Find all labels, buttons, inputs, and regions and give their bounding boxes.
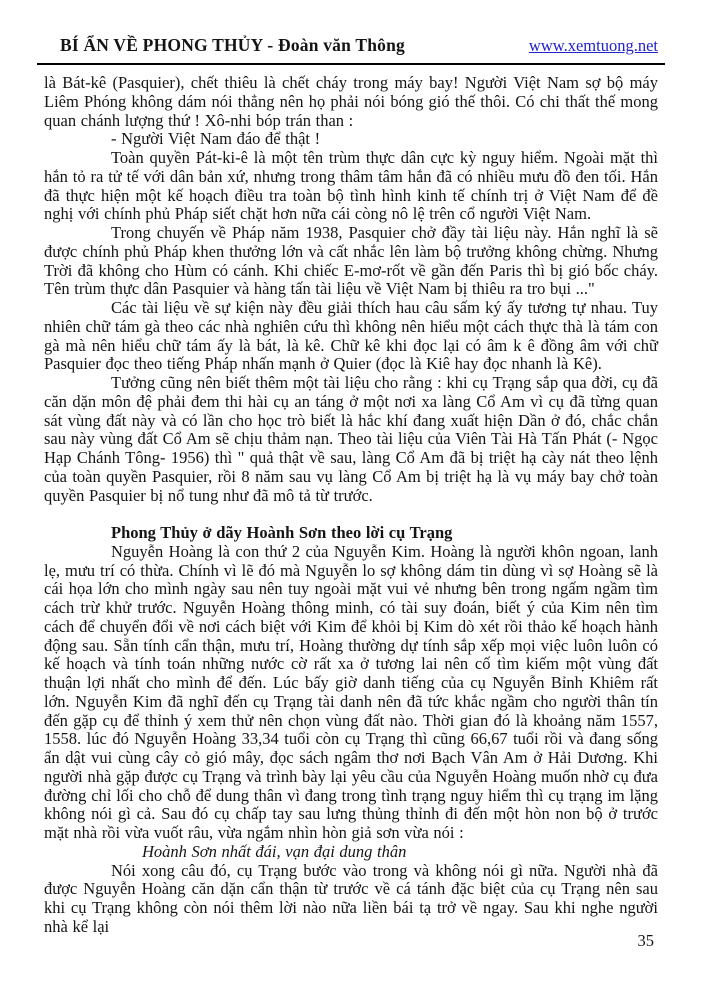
paragraph: Tưởng cũng nên biết thêm một tài liệu cho rằng : khi cụ Trạng sắp qua đời, cụ đã căn dặn môn đệ phải đem thi hài cụ an táng ở một nơi xa làng Cổ Am vì cụ đã từng quan sát vùng đất này và có lần cho học trò biết là hắc khí đang xuất hiện Dần ở đó, chắc chắn sau này vùng đất Cổ Am sẽ chịu thảm nạn. Theo tài liệu của Viên Tài Hà Tấn Phát (- Ngọc Hạp Chánh Tông- 1956) thì " quả thật về sau, làng Cổ Am đã bị triệt hạ cày nát theo lệnh của toàn quyền Pasquier, rồi 8 năm sau vụ làng Cổ Am bị triệt hạ là vụ máy bay chở toàn quyền Pasquier bị nổ tung như đã mô tả từ trước. [44, 373, 658, 505]
paragraph: Nói xong câu đó, cụ Trạng bước vào trong và không nói gì nữa. Người nhà đã được Nguyễn Hoàng căn dặn cẩn thận từ trước về cá tánh đặc biệt của cụ Trạng nên sau khi cụ Trạng không còn nói thêm lời nào nữa liền bái tạ trở về ngay. Sau khi nghe người nhà kể lại [44, 860, 658, 936]
section-heading: Phong Thủy ở dãy Hoành Sơn theo lời cụ Trạng [111, 523, 453, 542]
paragraph: Toàn quyền Pát-ki-ê là một tên trùm thực dân cực kỳ nguy hiểm. Ngoài mặt thì hắn tỏ ra tử tế với dân bản xứ, nhưng trong thâm tâm hắn đã có nhiều mưu đồ đen tối. Hắn đã thực hiện một kế hoạch điều tra toàn bộ tình hình kinh tế chính trị ở Việt Nam để đề nghị với chính phủ Pháp siết chặt hơn nữa cái còng nô lệ trên cổ người Việt Nam. [44, 148, 658, 224]
quote-line: Hoành Sơn nhất đái, vạn đại dung thân [142, 841, 407, 861]
dialog-line: - Người Việt Nam đáo để thật ! [111, 129, 321, 149]
paragraph: Trong chuyến về Pháp năm 1938, Pasquier chở đầy tài liệu này. Hắn nghĩ là sẽ được chính phủ Pháp khen thưởng lớn và cất nhắc lên làm bộ trưởng không chừng. Nhưng Trời đã không cho Hùm có cánh. Khi chiếc E-mơ-rốt về gần đến Paris thì bị gió bốc cháy. Tên trùm thực dân Pasquier và hàng tấn tài liệu về Việt Nam bị thiêu ra tro bụi ..." [44, 223, 658, 299]
paragraph: Các tài liệu về sự kiện này đều giải thích hau câu sấm ký ấy tương tự nhau. Tuy nhiên chữ tám gà theo các nhà nghiên cứu thì không nên hiểu một cách thực thà là tám con gà mà nên hiểu chữ tám ấy là bát, là kê. Chữ kê khi đọc lại có âm k ê đồng âm với chữ Pasquier đọc theo tiếng Pháp nhấn mạnh ở Quier (đọc là Kiê hay đọc nhanh là Kê). [44, 298, 658, 374]
website-link[interactable]: www.xemtuong.net [528, 36, 658, 55]
header-divider [37, 63, 665, 65]
page-header [60, 35, 658, 56]
page-number: 35 [637, 931, 654, 950]
paragraph: Nguyễn Hoàng là con thứ 2 của Nguyễn Kim. Hoàng là người khôn ngoan, lanh lẹ, mưu trí có thừa. Chính vì lẽ đó mà Nguyễn lo sợ không dám tin dùng vì sợ Hoàng sẽ là cái họa lớn cho mình ngày sau nên tuy ngoài mặt vui vẻ nhưng bên trong ngấm ngầm tìm cách trừ khử trước. Nguyễn Hoàng thông minh, có tài suy đoán, biết ý của Kim nên tìm cách để chuyển đổi về nơi cách biệt với Kim để khỏi bị Kim dò xét rồi thảo kế hoạch hành động sau. Sẵn tính cẩn thận, mưu trí, Hoàng thường dự tính sắp xếp mọi việc luôn luôn có kế hoạch và tính toán những nước cờ rất xa ở tương lai nên cố tìm kiếm một vùng đất thuận lợi nhất cho mình để đến. Lúc bấy giờ danh tiếng của cụ Nguyễn Bỉnh Khiêm rất lớn. Nguyễn Kim đã nghĩ đến cụ Trạng tài danh nên đã tức khắc ngầm cho người thân tín đến gặp cụ để thỉnh ý xem thử nên chọn vùng đất nào. Thời gian đó là khoảng năm 1557, 1558. lúc đó Nguyễn Hoàng 33,34 tuổi còn cụ Trạng thì cũng 66,67 tuổi rồi và đang sống ẩn dật vui cùng cây cỏ gió mây, đọc sách ngâm thơ nơi Bạch Vân Am ở Hải Dương. Khi người nhà gặp được cụ Trạng và trình bày lại yêu cầu của Nguyễn Hoàng muốn nhờ cụ đưa đường chỉ lối cho chỗ để dung thân vì đang trong tình trạng nguy hiểm thì cụ trạng im lặng không nói gì cả. Sau đó cụ chấp tay sau lưng thủng thỉnh đi đến một hòn non bộ ở trước mặt nhà rồi vừa vuốt râu, vừa ngắm nhìn hòn giả sơn vừa nói : [44, 541, 658, 842]
page-body [44, 74, 658, 937]
paragraph: là Bát-kê (Pasquier), chết thiêu là chết cháy trong máy bay! Người Việt Nam sợ bộ máy Liêm Phóng không dám nói thẳng nên họ phải nói bóng gió thế thôi. Có chi thất thế mong quan chánh lượng thứ ! Xô-nhi bóp trán than : [44, 73, 658, 130]
book-title: BÍ ẨN VỀ PHONG THỦY - Đoàn văn Thông [60, 35, 405, 55]
